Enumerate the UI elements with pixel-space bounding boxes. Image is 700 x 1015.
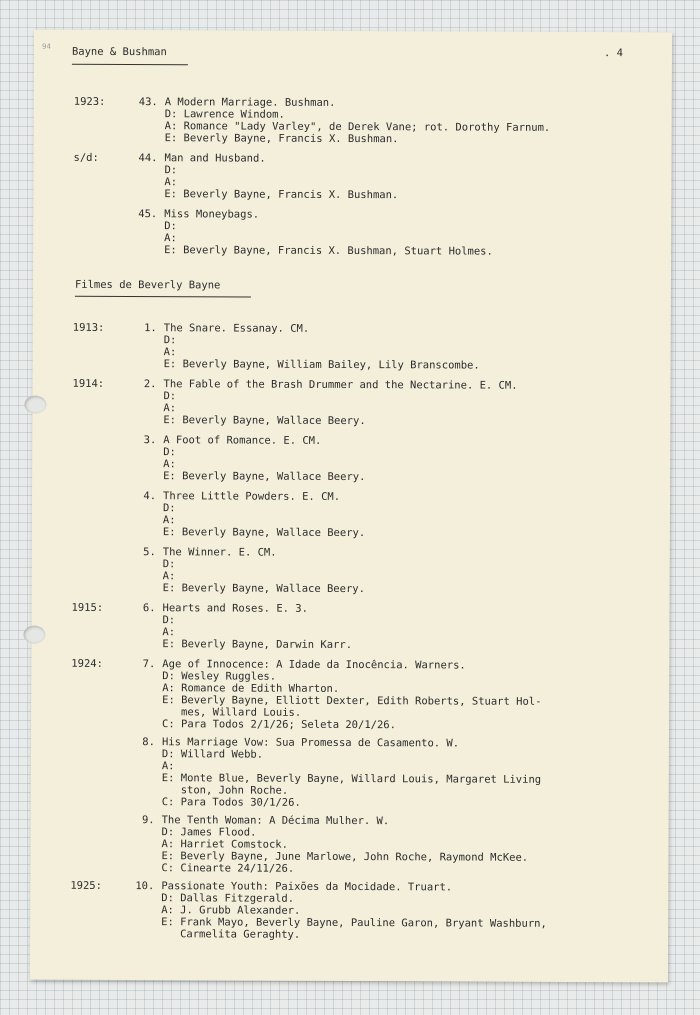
entry-cast-continued: ston, John Roche. [161, 784, 289, 797]
entry-2 [33, 377, 671, 428]
entry-number: 45. [138, 208, 158, 221]
header-underline [72, 64, 188, 66]
entry-3 [32, 434, 670, 484]
entry-cast: E: Beverly Bayne, Francis X. Bushman. [164, 132, 399, 146]
entry-number: 10. [135, 880, 155, 893]
entry-number: 44. [138, 152, 158, 165]
entry-title: Miss Moneybags. [164, 208, 260, 221]
entry-author: A: J. Grubb Alexander. [161, 904, 301, 917]
entry-director: D: Lawrence Windom. [164, 108, 285, 121]
entry-title: Age of Innocence: A Idade da Inocência. Warners. [162, 658, 466, 672]
entry-year: s/d: [73, 151, 99, 164]
section-title: Filmes de Beverly Bayne [74, 278, 221, 292]
entry-year: 1925: [70, 879, 102, 892]
entry-director: D: James Flood. [161, 826, 257, 839]
entry-43 [34, 95, 672, 146]
entry-year: 1923: [73, 95, 106, 108]
entry-title: The Tenth Woman: A Décima Mulher. W. [161, 814, 390, 828]
entry-title: Man and Husband. [164, 152, 266, 165]
entry-director: D: [162, 614, 176, 627]
document-page [30, 30, 672, 983]
entry-cast: E: Beverly Bayne, Francis X. Bushman. [164, 188, 399, 202]
entry-9 [31, 814, 669, 875]
entry-title: The Winner. E. CM. [162, 546, 277, 559]
entry-number: 1. [144, 322, 157, 335]
entry-cast: E: Monte Blue, Beverly Bayne, Willard Louis, Margaret Living [161, 772, 542, 786]
entry-number: 3. [143, 434, 157, 447]
entry-author: A: [164, 176, 178, 189]
entry-year: 1924: [71, 657, 103, 670]
entry-cast: E: Beverly Bayne, Francis X. Bushman, Stuart Holmes. [164, 244, 493, 258]
entry-cast-continued: mes, Willard Louis. [162, 706, 302, 719]
entry-citation: C: Para Todos 2/1/26; Seleta 20/1/26. [162, 718, 396, 732]
entry-cast: E: Beverly Bayne, Elliott Dexter, Edith Roberts, Stuart Hol- [162, 694, 542, 708]
entry-director: D: Willard Webb. [161, 748, 264, 761]
entry-author: A: [163, 402, 177, 415]
entry-author: A: Harriet Comstock. [161, 838, 288, 851]
entry-title: His Marriage Vow: Sua Promessa de Casamento. W. [161, 736, 460, 750]
entry-author: A: [162, 626, 176, 639]
entry-cast: E: Beverly Bayne, Wallace Beery. [163, 414, 366, 428]
entry-title: The Fable of the Brash Drummer and the Nectarine. E. CM. [163, 378, 518, 392]
entry-number: 8. [142, 736, 155, 749]
entry-cast: E: Beverly Bayne, June Marlowe, John Roche, Raymond McKee. [161, 850, 529, 864]
entry-author: A: Romance de Edith Wharton. [162, 682, 340, 695]
entry-6 [32, 601, 670, 652]
entry-number: 9. [141, 814, 155, 827]
entry-cast-continued: Carmelita Geraghty. [161, 928, 301, 941]
entry-cast: E: Beverly Bayne, Wallace Beery. [163, 470, 366, 484]
entry-director: D: [163, 446, 176, 459]
entry-director: D: [164, 220, 177, 233]
entry-director: D: [162, 558, 176, 571]
corner-mark: 94 [41, 42, 51, 51]
punch-hole-upper [24, 396, 46, 414]
entry-author: A: [163, 458, 176, 471]
entry-citation: C: Cinearte 24/11/26. [161, 862, 295, 875]
entry-author: A: [164, 232, 177, 245]
section-underline [75, 296, 251, 298]
entry-year: 1914: [72, 377, 105, 390]
entry-number: 7. [142, 658, 156, 671]
entry-title: Passionate Youth: Paixões da Mocidade. Truart. [161, 880, 453, 894]
entry-8 [31, 736, 669, 809]
entry-1 [33, 321, 671, 372]
entry-number: 4. [143, 490, 157, 503]
entry-title: The Snare. Essanay. CM. [163, 322, 310, 335]
entry-citation: C: Para Todos 30/1/26. [161, 796, 301, 809]
entry-title: Hearts and Roses. E. 3. [162, 602, 308, 615]
entry-cast: E: Frank Mayo, Beverly Bayne, Pauline Garon, Bryant Washburn, [161, 916, 547, 930]
entry-cast: E: Beverly Bayne, Darwin Karr. [162, 638, 353, 652]
entry-director: D: [162, 502, 176, 515]
entry-cast: E: Beverly Bayne, William Bailey, Lily Branscombe. [163, 358, 480, 372]
entry-number: 5. [143, 546, 156, 559]
entry-author: A: [163, 346, 177, 359]
punch-hole-lower [23, 626, 45, 644]
entry-author: A: [162, 570, 176, 583]
entry-7 [31, 657, 669, 732]
entry-4 [32, 490, 670, 540]
entry-title: A Foot of Romance. E. CM. [163, 434, 322, 447]
entry-45 [33, 208, 671, 258]
entry-number: 6. [142, 602, 156, 615]
entry-year: 1913: [72, 321, 105, 334]
entry-10 [30, 879, 668, 941]
entry-44 [34, 151, 672, 202]
entry-director: D: [163, 334, 177, 347]
entry-title: A Modern Marriage. Bushman. [164, 96, 336, 109]
page-number: . 4 [603, 47, 623, 60]
entry-cast: E: Beverly Bayne, Wallace Beery. [162, 582, 365, 596]
page-header-title: Bayne & Bushman [71, 45, 167, 59]
entry-year: 1915: [71, 601, 104, 614]
entry-title: Three Little Powders. E. CM. [163, 490, 341, 503]
entry-director: D: Dallas Fitzgerald. [161, 892, 295, 905]
entry-director: D: [164, 164, 178, 177]
entry-number: 43. [138, 96, 158, 109]
entry-author: A: Romance "Lady Varley", de Derek Vane; rot. Dorothy Farnum. [164, 120, 551, 134]
entry-5 [32, 546, 670, 596]
entry-author: A: [162, 514, 176, 527]
entry-director: D: Wesley Ruggles. [162, 670, 277, 683]
entry-director: D: [163, 390, 177, 403]
entry-number: 2. [143, 378, 157, 391]
entry-author: A: [161, 760, 175, 773]
entry-cast: E: Beverly Bayne, Wallace Beery. [162, 526, 366, 540]
